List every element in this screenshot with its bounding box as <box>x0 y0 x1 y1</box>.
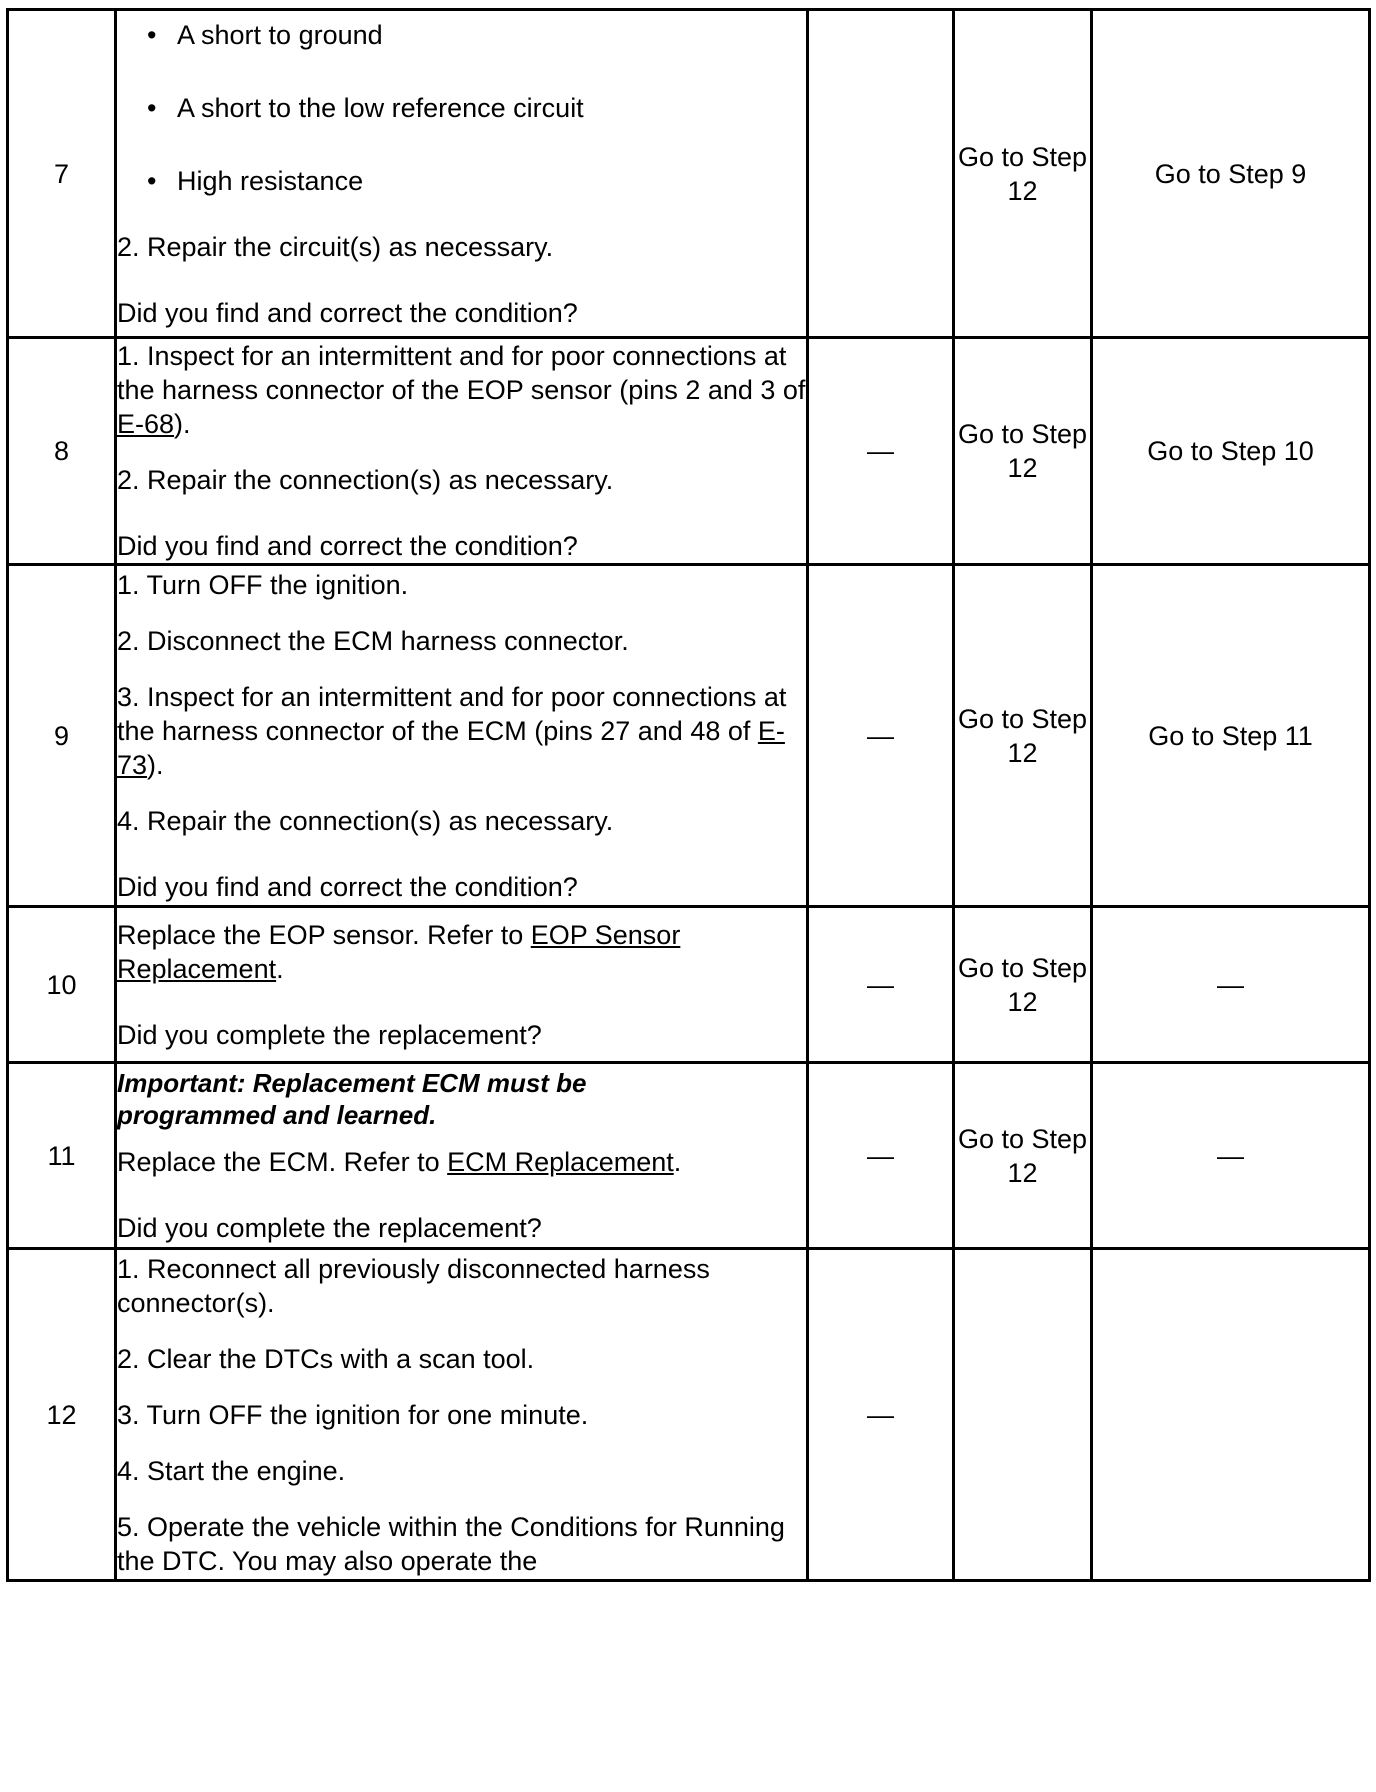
connector-link[interactable]: E-73 <box>117 715 785 780</box>
no-cell <box>1092 565 1370 907</box>
go-to-step-link[interactable]: Go to Step 10 <box>1147 436 1314 466</box>
bullet-icon: • <box>147 92 157 123</box>
important-note: Important: Replacement ECM must be programmed and learned. <box>117 1067 587 1130</box>
action-text: Replace the EOP sensor. Refer to EOP Sensor Replacement. <box>117 919 681 984</box>
action-text: 4. Start the engine. <box>117 1455 346 1486</box>
table-row <box>8 1063 1370 1249</box>
go-to-step-link[interactable]: Go to Step 12 <box>957 419 1088 483</box>
table-row <box>8 907 1370 1063</box>
no-cell: — <box>1092 1063 1370 1249</box>
values-cell: — <box>808 1063 954 1249</box>
action-text: Replace the ECM. Refer to ECM Replacement. <box>117 1146 682 1177</box>
step-number: 7 <box>8 10 116 338</box>
values-cell: — <box>808 907 954 1063</box>
question-text: Did you complete the replacement? <box>117 1019 542 1050</box>
action-text: 2. Repair the connection(s) as necessary. <box>117 465 614 495</box>
no-cell: — <box>1092 907 1370 1063</box>
step-number: 9 <box>8 565 116 907</box>
question-text: Did you find and correct the condition? <box>117 871 578 902</box>
bullet-list <box>117 18 806 198</box>
step-number: 12 <box>8 1249 116 1581</box>
step-number: 10 <box>8 907 116 1063</box>
question-text: Did you find and correct the condition? <box>117 297 578 328</box>
step-number: 8 <box>8 338 116 565</box>
yes-cell <box>954 565 1092 907</box>
action-cell <box>116 10 808 338</box>
step-number: 11 <box>8 1063 116 1249</box>
action-text: 2. Repair the circuit(s) as necessary. <box>117 231 554 262</box>
yes-cell <box>954 907 1092 1063</box>
go-to-step-link[interactable]: Go to Step 12 <box>957 703 1088 768</box>
bullet-icon: • <box>147 165 157 196</box>
no-cell <box>1092 10 1370 338</box>
go-to-step-link[interactable]: Go to Step 12 <box>957 1123 1088 1188</box>
procedure-link[interactable]: EOP Sensor Replacement <box>117 919 681 984</box>
yes-cell <box>954 1249 1092 1581</box>
no-cell <box>1092 338 1370 565</box>
connector-link[interactable]: E-68 <box>117 409 175 439</box>
yes-cell <box>954 338 1092 565</box>
table-row <box>8 565 1370 907</box>
action-text: 1. Turn OFF the ignition. <box>117 569 409 600</box>
go-to-step-link[interactable]: Go to Step 12 <box>957 141 1088 206</box>
values-cell <box>808 10 954 338</box>
values-cell: — <box>808 565 954 907</box>
go-to-step-link[interactable]: Go to Step 9 <box>1154 158 1307 189</box>
values-cell: — <box>808 1249 954 1581</box>
yes-cell <box>954 10 1092 338</box>
go-to-step-link[interactable]: Go to Step 12 <box>957 952 1088 1017</box>
question-text: Did you find and correct the condition? <box>117 531 578 561</box>
action-text: 4. Repair the connection(s) as necessary. <box>117 805 614 836</box>
action-cell <box>116 338 808 565</box>
list-item: • High resistance <box>147 165 364 196</box>
list-item: • A short to ground <box>147 19 383 50</box>
table-row <box>8 1249 1370 1581</box>
action-text: 2. Disconnect the ECM harness connector. <box>117 625 629 656</box>
bullet-icon: • <box>147 19 157 50</box>
action-text: 3. Inspect for an intermittent and for poor connections at the harness connector of the ECM (pins 27 and 48 of E-73). <box>117 681 787 780</box>
action-text: 1. Reconnect all previously disconnected harness connector(s). <box>117 1253 710 1318</box>
yes-cell <box>954 1063 1092 1249</box>
no-cell <box>1092 1249 1370 1581</box>
table-row <box>8 10 1370 338</box>
action-cell <box>116 907 808 1063</box>
action-text: 1. Inspect for an intermittent and for poor connections at the harness connector of the EOP sensor (pins 2 and 3 of E-68). <box>117 341 806 439</box>
diagnostic-table <box>6 8 1371 1582</box>
action-text: 5. Operate the vehicle within the Conditions for Running the DTC. You may also operate the <box>117 1511 785 1576</box>
go-to-step-link[interactable]: Go to Step 11 <box>1148 720 1313 751</box>
list-item: • A short to the low reference circuit <box>147 92 584 123</box>
action-text: 3. Turn OFF the ignition for one minute. <box>117 1399 589 1430</box>
action-text: 2. Clear the DTCs with a scan tool. <box>117 1343 535 1374</box>
action-cell <box>116 565 808 907</box>
table-row <box>8 338 1370 565</box>
question-text: Did you complete the replacement? <box>117 1212 542 1243</box>
values-cell: — <box>808 338 954 565</box>
action-cell <box>116 1249 808 1581</box>
procedure-link[interactable]: ECM Replacement <box>447 1146 674 1177</box>
action-cell <box>116 1063 808 1249</box>
